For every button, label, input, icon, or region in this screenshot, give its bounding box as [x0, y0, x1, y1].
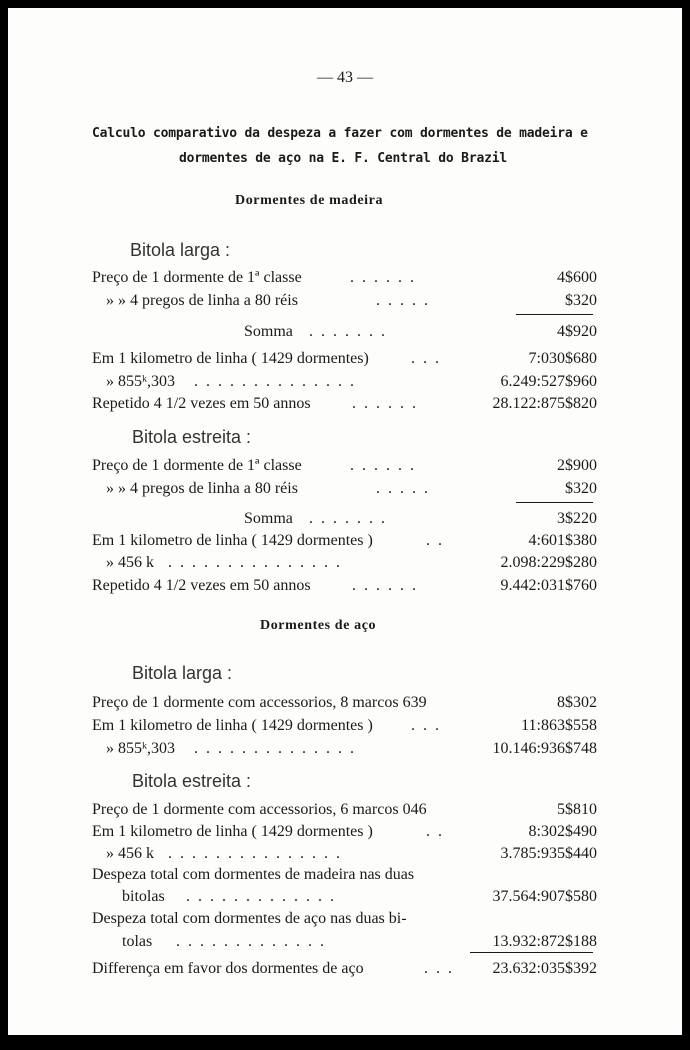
- row-dots: . . . . . .: [352, 395, 418, 412]
- page-number: — 43 —: [317, 69, 373, 86]
- difference-value: 23.632:035$392: [492, 960, 597, 977]
- row-dots: . . . . . . .: [309, 323, 387, 340]
- row-value: 6.249:527$960: [500, 373, 597, 390]
- row-dots: . . .: [411, 717, 441, 734]
- row-value: 2$900: [557, 457, 597, 474]
- row-desc: Preço de 1 dormente com accessorios, 6 marcos 046: [92, 801, 427, 818]
- row-dots: . . .: [424, 960, 454, 977]
- row-value: 5$810: [557, 801, 597, 818]
- row-dots: . . .: [411, 350, 441, 367]
- row-value: 4$920: [557, 323, 597, 340]
- title-line-1: Calculo comparativo da despeza a fazer com dormentes de madeira e: [92, 126, 588, 141]
- row-value: 7:030$680: [528, 350, 597, 367]
- row-dots: . . . . . .: [350, 457, 416, 474]
- row-dots: . . . . . . . . . . . . .: [176, 933, 326, 950]
- total-aco-line-1: Despeza total com dormentes de aço nas duas bi-: [92, 910, 407, 927]
- row-desc: » 456 k: [106, 845, 154, 862]
- row-value: 3.785:935$440: [500, 845, 597, 862]
- row-dots: . . . . . . . . . . . . . . .: [168, 845, 342, 862]
- row-dots: . . . . . .: [352, 577, 418, 594]
- row-desc: Somma: [244, 510, 293, 527]
- row-dots: . . . . . . . . . . . . .: [186, 888, 336, 905]
- row-desc: Repetido 4 1/2 vezes em 50 annos: [92, 577, 311, 594]
- total-madeira-value: 37.564:907$580: [492, 888, 597, 905]
- row-desc: Somma: [244, 323, 293, 340]
- row-dots: . . . . . . . . . . . . . .: [194, 740, 356, 757]
- total-aco-value: 13.932:872$188: [492, 933, 597, 950]
- subheading-aco-larga: Bitola larga :: [132, 663, 233, 683]
- row-desc: » 456 k: [106, 554, 154, 571]
- row-desc: Em 1 kilometro de linha ( 1429 dormentes ): [92, 532, 373, 549]
- row-value: 4$600: [557, 269, 597, 286]
- row-desc: Preço de 1 dormente de 1ª classe: [92, 457, 302, 474]
- row-value: 2.098:229$280: [500, 554, 597, 571]
- row-desc: Preço de 1 dormente de 1ª classe: [92, 269, 302, 286]
- row-dots: . . . . .: [376, 480, 430, 497]
- row-dots: . . . . . . . . . . . . . .: [194, 373, 356, 390]
- row-value: 11:863$558: [521, 717, 597, 734]
- total-rule: [470, 952, 593, 953]
- row-value: 8:302$490: [528, 823, 597, 840]
- row-desc: Preço de 1 dormente com accessorios, 8 marcos 639: [92, 694, 427, 711]
- row-desc: Em 1 kilometro de linha ( 1429 dormentes ): [92, 823, 373, 840]
- subheading-aco-estreita: Bitola estreita :: [132, 771, 252, 791]
- row-desc: » 855ᵏ,303: [106, 373, 176, 390]
- section-heading-aco: Dormentes de aço: [260, 618, 377, 633]
- row-value: $320: [565, 292, 597, 309]
- row-desc: » » 4 pregos de linha a 80 réis: [106, 292, 298, 309]
- row-value: 28.122:875$820: [492, 395, 597, 412]
- row-value: 8$302: [557, 694, 597, 711]
- title-line-2: dormentes de aço na E. F. Central do Brazil: [179, 151, 507, 166]
- total-madeira-line-2: bitolas: [122, 888, 165, 905]
- subheading-madeira-larga: Bitola larga :: [130, 240, 231, 260]
- row-dots: . .: [426, 532, 444, 549]
- row-desc: Em 1 kilometro de linha ( 1429 dormentes ): [92, 717, 373, 734]
- sum-rule: [516, 314, 593, 315]
- sum-rule: [516, 502, 593, 503]
- document-page: [8, 8, 682, 1035]
- row-value: 9.442:031$760: [500, 577, 597, 594]
- row-value: $320: [565, 480, 597, 497]
- row-desc: Em 1 kilometro de linha ( 1429 dormentes): [92, 350, 369, 367]
- row-desc: » 855ᵏ,303: [106, 740, 176, 757]
- section-heading-madeira: Dormentes de madeira: [235, 193, 384, 208]
- row-dots: . .: [426, 823, 444, 840]
- row-desc: » » 4 pregos de linha a 80 réis: [106, 480, 298, 497]
- total-madeira-line-1: Despeza total com dormentes de madeira nas duas: [92, 866, 415, 883]
- row-value: 4:601$380: [528, 532, 597, 549]
- row-dots: . . . . . .: [350, 269, 416, 286]
- row-dots: . . . . .: [376, 292, 430, 309]
- row-dots: . . . . . . . . . . . . . . .: [168, 554, 342, 571]
- total-aco-line-2: tolas: [122, 933, 153, 950]
- row-dots: . . . . . . .: [309, 510, 387, 527]
- subheading-madeira-estreita: Bitola estreita :: [132, 427, 252, 447]
- row-value: 10.146:936$748: [492, 740, 597, 757]
- row-value: 3$220: [557, 510, 597, 527]
- row-desc: Repetido 4 1/2 vezes em 50 annos: [92, 395, 311, 412]
- difference-label: Differença em favor dos dormentes de aço: [92, 960, 364, 977]
